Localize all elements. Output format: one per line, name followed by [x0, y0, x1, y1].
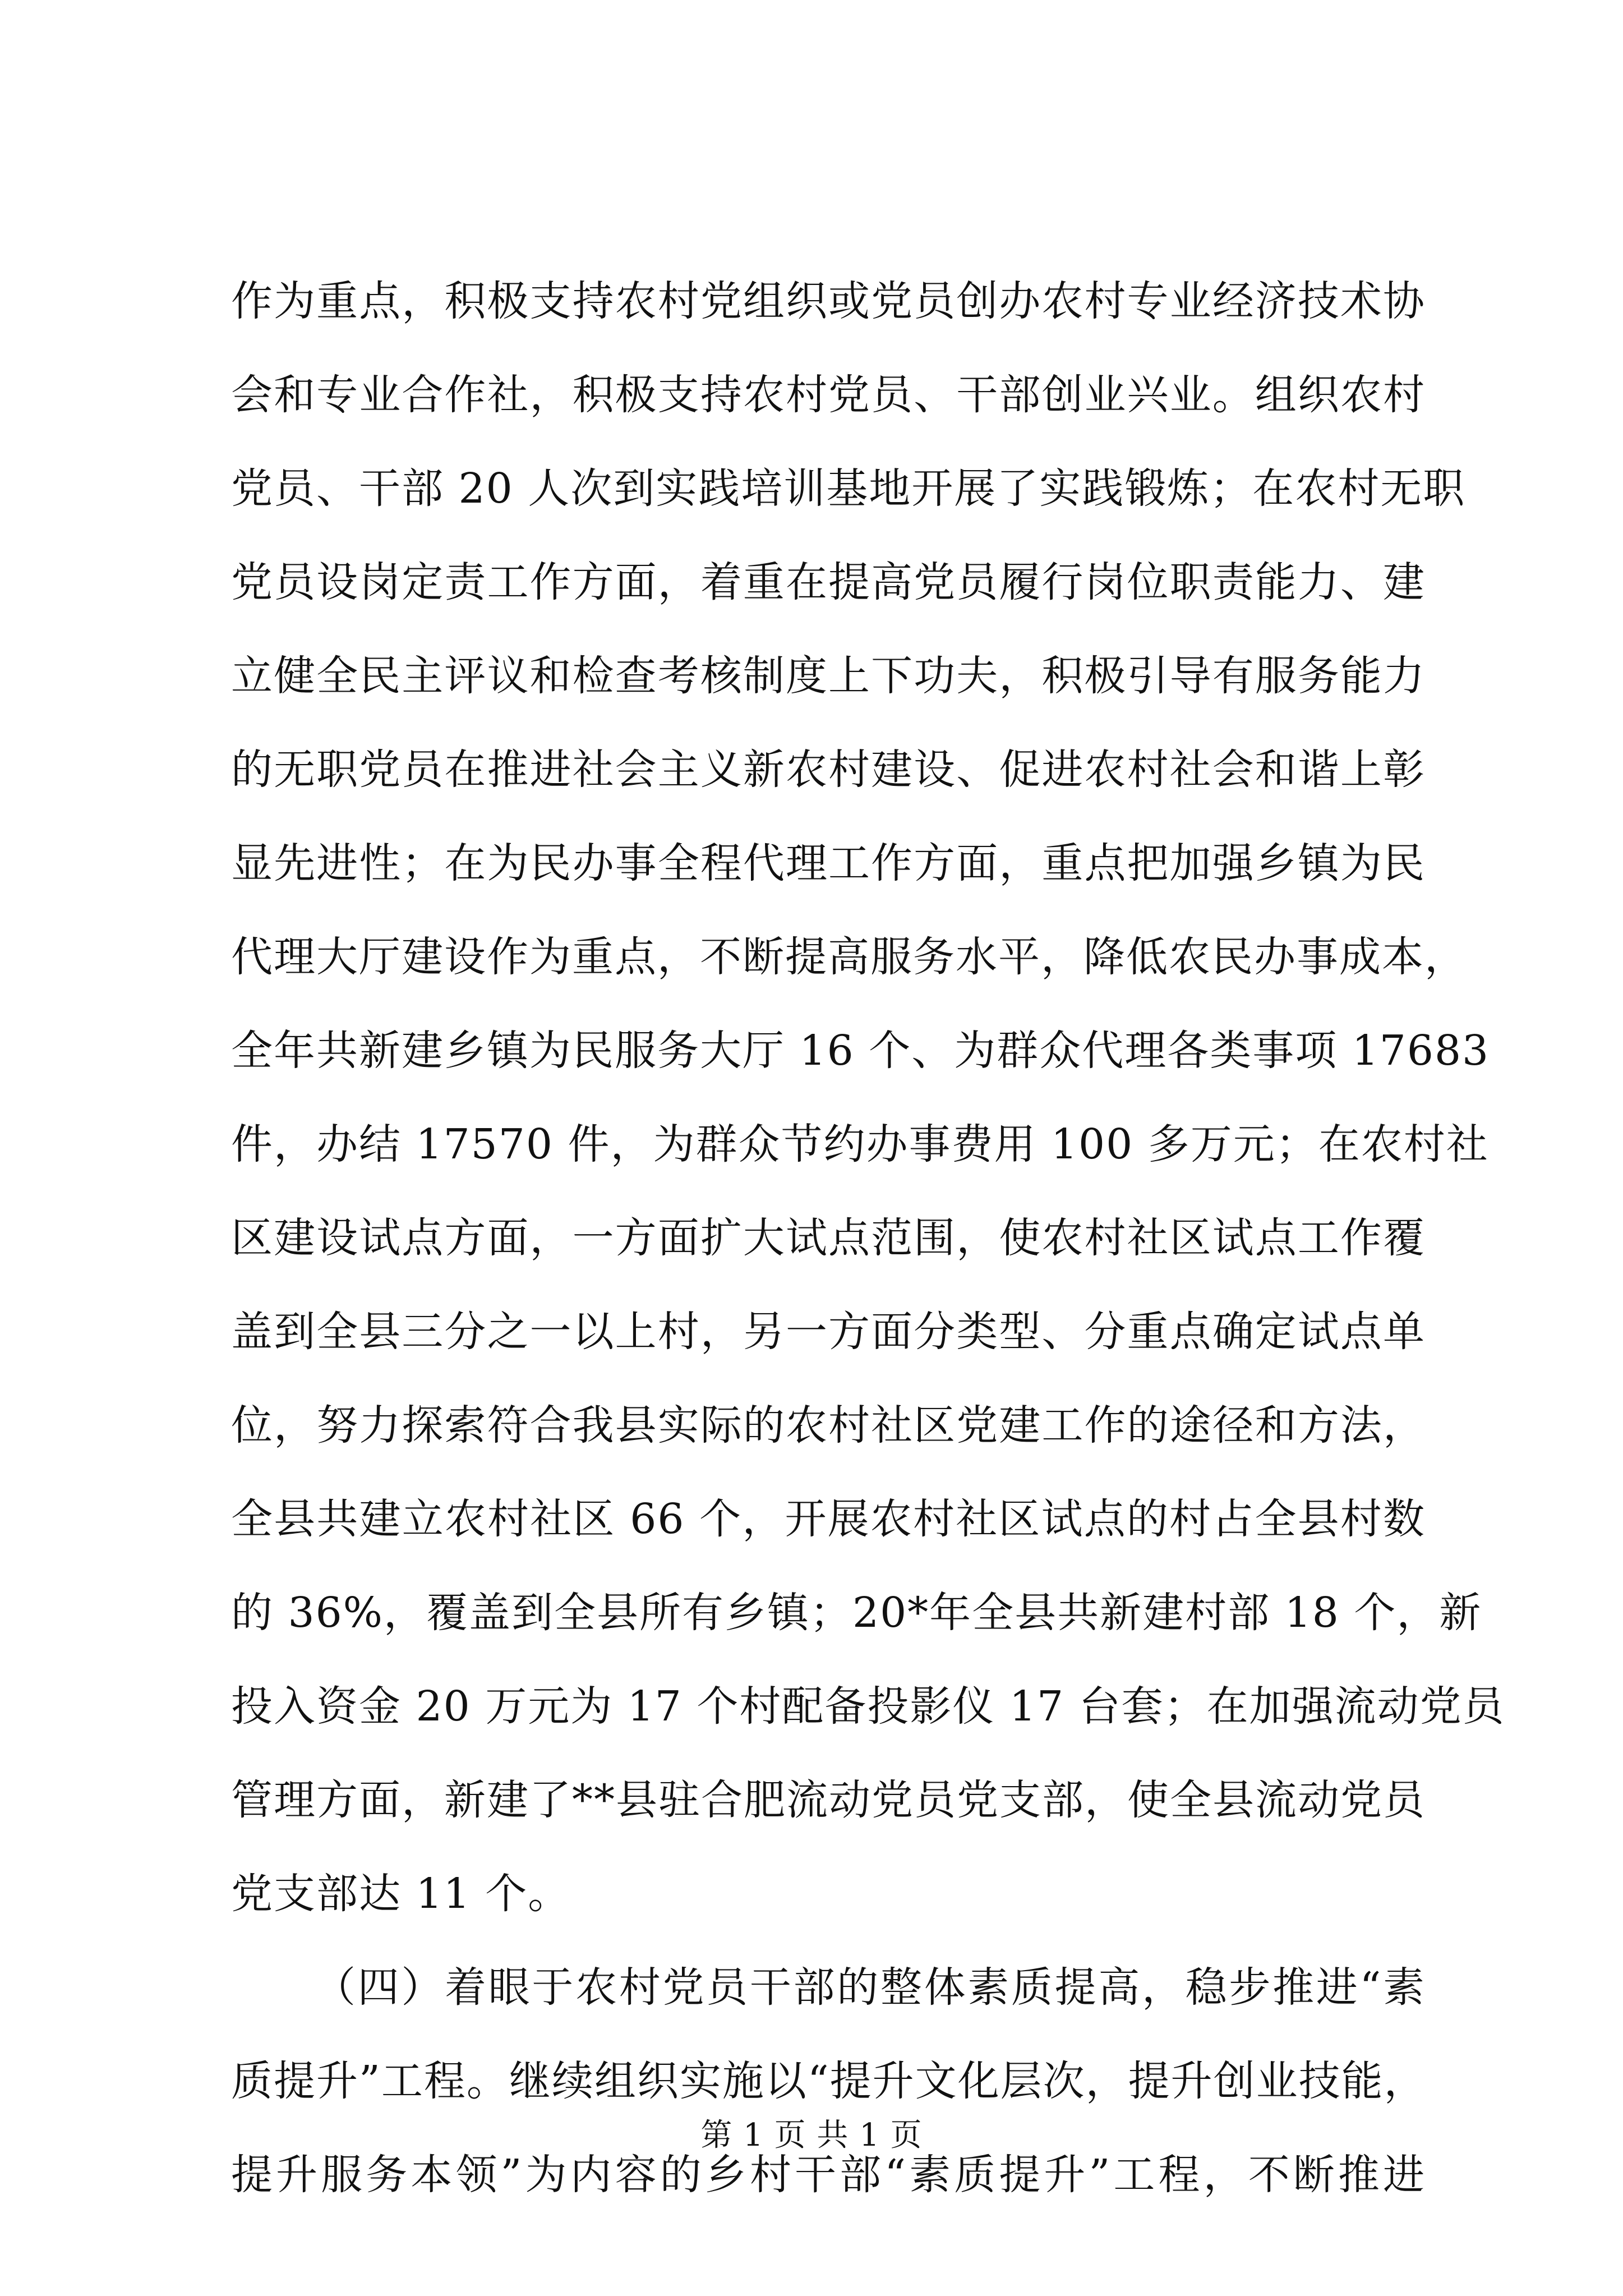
text-line: 会和专业合作社，积极支持农村党员、干部创业兴业。组织农村	[231, 371, 1426, 419]
text-line: 党员、干部 20 人次到实践培训基地开展了实践锻炼；在农村无职	[231, 464, 1466, 513]
text-line: 的 36%，覆盖到全县所有乡镇；20*年全县共新建村部 18 个，新	[231, 1589, 1482, 1637]
text-line: 作为重点，积极支持农村党组织或党员创办农村专业经济技术协	[231, 277, 1426, 325]
text-line: 位，努力探索符合我县实际的农村社区党建工作的途径和方法，	[231, 1401, 1426, 1450]
text-line: 件，办结 17570 件，为群众节约办事费用 100 多万元；在农村社	[231, 1120, 1489, 1168]
text-line: 的无职党员在推进社会主义新农村建设、促进农村社会和谐上彰	[231, 746, 1426, 794]
text-line: 立健全民主评议和检查考核制度上下功夫，积极引导有服务能力	[231, 652, 1426, 700]
text-line: 管理方面，新建了**县驻合肥流动党员党支部，使全县流动党员	[231, 1776, 1426, 1824]
text-line: 全年共新建乡镇为民服务大厅 16 个、为群众代理各类事项 17683	[231, 1027, 1490, 1075]
text-line: 质提升”工程。继续组织实施以“提升文化层次，提升创业技能，	[231, 2057, 1427, 2105]
text-line: 全县共建立农村社区 66 个，开展农村社区试点的村占全县村数	[231, 1495, 1426, 1543]
page-number-footer: 第 1 页 共 1 页	[700, 2117, 923, 2154]
text-line: 提升服务本领”为内容的乡村干部“素质提升”工程，不断推进	[231, 2151, 1426, 2199]
paragraph-1	[231, 255, 1505, 1941]
text-line: 代理大厅建设作为重点，不断提高服务水平，降低农民办事成本，	[231, 933, 1467, 981]
paragraph-2	[231, 1941, 1426, 2222]
text-line: 盖到全县三分之一以上村，另一方面分类型、分重点确定试点单	[231, 1308, 1426, 1356]
text-line: 投入资金 20 万元为 17 个村配备投影仪 17 台套；在加强流动党员	[231, 1682, 1505, 1731]
text-line: 区建设试点方面，一方面扩大试点范围，使农村社区试点工作覆	[231, 1214, 1426, 1262]
text-line: 党支部达 11 个。	[231, 1870, 571, 1918]
text-line: 党员设岗定责工作方面，着重在提高党员履行岗位职责能力、建	[231, 558, 1426, 606]
text-line: （四）着眼于农村党员干部的整体素质提高，稳步推进“素	[314, 1963, 1426, 2012]
text-line: 显先进性；在为民办事全程代理工作方面，重点把加强乡镇为民	[231, 839, 1426, 887]
document-body	[231, 255, 1505, 2222]
